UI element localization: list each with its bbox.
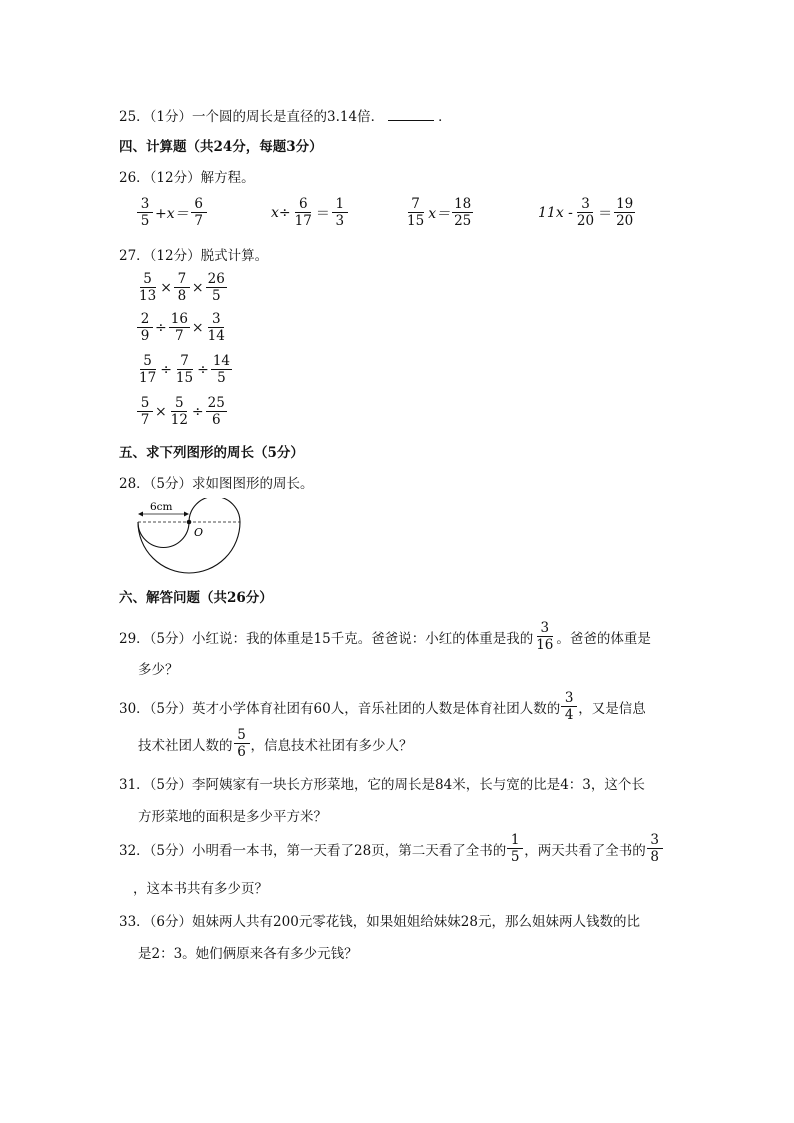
question-25: 25．（1分）一个圆的周长是直径的3.14倍． ． [119,109,452,125]
fraction: $\frac{5}{17}$ [139,353,157,386]
fraction: $\frac{3}{16}$ [536,620,554,653]
fraction: $\frac{3}{14}$ [207,311,225,344]
fraction: $\frac{2}{9}$ [137,311,153,344]
arrow-left [138,512,143,517]
fraction: $\frac{14}{5}$ [212,353,231,386]
center-label: O [194,526,204,539]
center-point [187,520,192,525]
calc-row-2: $\frac{2}{9}$ ÷ $\frac{16}{7}$ × $\frac{3}{14}$ [136,311,228,344]
calc-row-3: $\frac{5}{17}$ ÷ $\frac{7}{15}$ ÷ $\frac{14}{5}$ [139,353,231,386]
fraction: $\frac{6}{17}$ [294,196,312,229]
fraction: $\frac{5}{12}$ [170,395,188,428]
equation-4: 11x - $\frac{3}{20}$ ＝ $\frac{19}{20}$ [538,196,634,229]
question-25-text: 25．（1分）一个圆的周长是直径的3.14倍． [119,109,385,125]
fraction: $\frac{5}{13}$ [139,271,157,304]
fraction: $\frac{26}{5}$ [207,271,225,304]
fraction: $\frac{7}{15}$ [407,196,425,229]
large-semicircle [138,522,240,573]
fraction: $\frac{3}{5}$ [137,196,153,229]
answer-blank[interactable] [388,108,434,121]
fraction: $\frac{5}{6}$ [234,727,250,760]
calc-row-1: $\frac{5}{13}$ × $\frac{7}{8}$ × $\frac{26}{5}$ [139,271,225,304]
equation-2: x÷ $\frac{6}{17}$ ＝ $\frac{1}{3}$ [270,196,349,229]
small-upper-semicircle [189,498,240,522]
question-33-line-2: 是2：3。她们俩原来各有多少元钱？ [138,946,358,962]
fraction: $\frac{3}{20}$ [576,196,595,229]
perimeter-figure [128,498,248,582]
fraction: $\frac{16}{7}$ [170,311,188,344]
equation-1: $\frac{3}{5}$ +x＝ $\frac{6}{7}$ [136,196,208,229]
small-lower-semicircle [138,522,189,548]
question-29-line-1: 29．（5分）小红说：我的体重是15千克。爸爸说：小红的体重是我的 $\frac{3}{16}$ 。爸爸的体重是 [119,620,651,653]
fraction: $\frac{7}{8}$ [174,271,190,304]
question-33-line-1: 33．（6分）姐妹两人共有200元零花钱，如果姐姐给妹妹28元，那么姐妹两人钱数的比 [119,914,640,930]
question-30-line-1: 30．（5分）英才小学体育社团有60人，音乐社团的人数是体育社团人数的 $\frac{3}{4}$ ，又是信息 [119,690,646,723]
section-4-heading: 四、计算题（共24分，每题3分） [119,139,323,155]
fraction: $\frac{6}{7}$ [191,196,207,229]
fraction: $\frac{18}{25}$ [454,196,472,229]
fraction: $\frac{25}{6}$ [207,395,225,428]
fraction: $\frac{5}{7}$ [137,395,153,428]
question-30-line-2: 技术社团人数的 $\frac{5}{6}$ ，信息技术社团有多少人？ [138,727,413,760]
question-26-title: 26．（12分）解方程。 [119,170,255,186]
question-28-text: 28．（5分）求如图图形的周长。 [119,476,314,492]
calc-row-4: $\frac{5}{7}$ × $\frac{5}{12}$ ÷ $\frac{25}{6}$ [136,395,228,428]
question-31-line-1: 31．（5分）李阿姨家有一块长方形菜地，它的周长是84米，长与宽的比是4：3，这个长 [119,777,645,793]
question-31-line-2: 方形菜地的面积是多少平方米？ [138,809,327,825]
fraction: $\frac{3}{8}$ [647,832,663,865]
arrow-right [184,512,189,517]
fraction: $\frac{3}{4}$ [561,690,577,723]
equation-3: $\frac{7}{15}$ x＝ $\frac{18}{25}$ [407,196,472,229]
question-32-line-2: ，这本书共有多少页？ [133,881,268,897]
fraction: $\frac{7}{15}$ [175,353,194,386]
section-5-heading: 五、求下列图形的周长（5分） [119,445,304,461]
question-29-line-2: 多少？ [138,662,179,678]
fraction: $\frac{1}{5}$ [507,832,523,865]
fraction: $\frac{1}{3}$ [332,196,348,229]
question-32-line-1: 32．（5分）小明看一本书，第一天看了28页，第二天看了全书的 $\frac{1}{5}$ ，两天共看了全书的 $\frac{3}{8}$ [119,832,664,865]
length-label: 6cm [150,501,173,513]
section-6-heading: 六、解答问题（共26分） [119,590,273,606]
fraction: $\frac{19}{20}$ [616,196,634,229]
question-27-title: 27．（12分）脱式计算。 [119,248,269,264]
